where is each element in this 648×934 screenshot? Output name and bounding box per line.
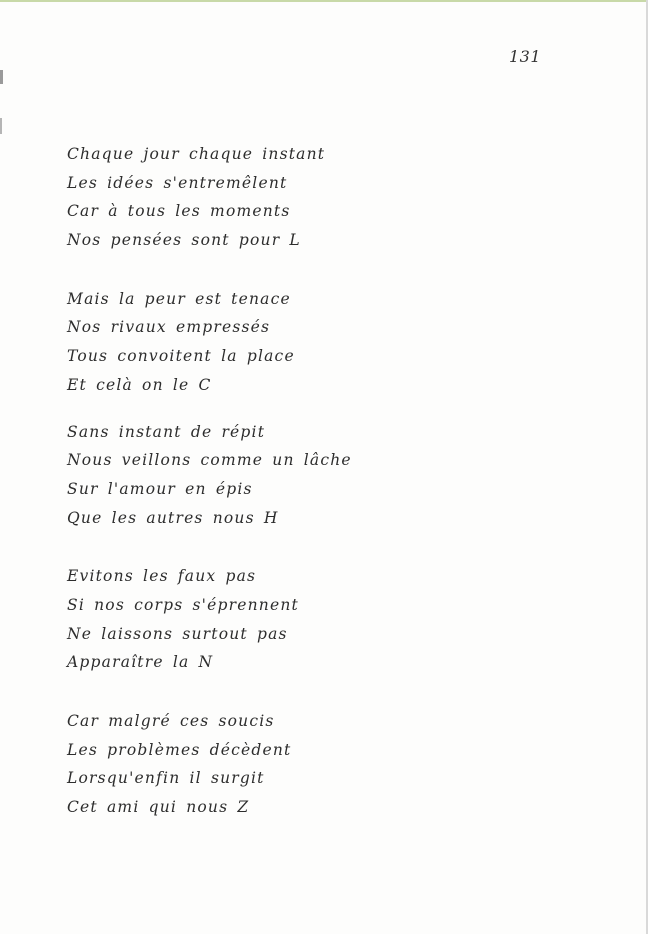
scan-top-edge <box>0 0 648 2</box>
poem-line: Que les autres nous H <box>67 508 279 527</box>
poem-line: Nos pensées sont pour L <box>67 231 301 250</box>
poem-line: Ne laissons surtout pas <box>67 624 288 643</box>
poem-line: Et celà on le C <box>67 375 212 394</box>
poem-line: Nous veillons comme un lâche <box>67 451 352 470</box>
poem-line: Cet ami qui nous Z <box>67 798 250 817</box>
poem-line: Sans instant de répit <box>67 422 266 441</box>
poem-line: Apparaître la N <box>67 653 214 672</box>
poem-line: Les idées s'entremêlent <box>67 173 288 192</box>
stanza-3 <box>67 418 627 533</box>
stanza-gap <box>67 532 627 562</box>
scan-binding-mark <box>0 118 2 134</box>
poem-line: Tous convoitent la place <box>67 347 295 366</box>
scan-binding-mark <box>0 70 3 84</box>
stanza-1 <box>67 140 627 255</box>
poem-line: Evitons les faux pas <box>67 567 257 586</box>
stanza-gap <box>67 400 627 418</box>
stanza-gap <box>67 677 627 707</box>
stanza-gap <box>67 255 627 285</box>
poem-line: Lorsqu'enfin il surgit <box>67 769 265 788</box>
stanza-5 <box>67 707 627 822</box>
poem-line: Car à tous les moments <box>67 202 291 221</box>
page-number: 131 <box>509 47 542 66</box>
poem-line: Car malgré ces soucis <box>67 712 275 730</box>
poem <box>67 140 627 822</box>
stanza-2 <box>67 285 627 400</box>
poem-line: Les problèmes décèdent <box>67 740 292 759</box>
poem-line: Chaque jour chaque instant <box>67 145 326 163</box>
poem-line: Sur l'amour en épis <box>67 479 253 498</box>
stanza-4 <box>67 562 627 677</box>
poem-line: Nos rivaux empressés <box>67 318 271 337</box>
poem-line: Mais la peur est tenace <box>67 289 291 308</box>
poem-line: Si nos corps s'éprennent <box>67 595 299 614</box>
